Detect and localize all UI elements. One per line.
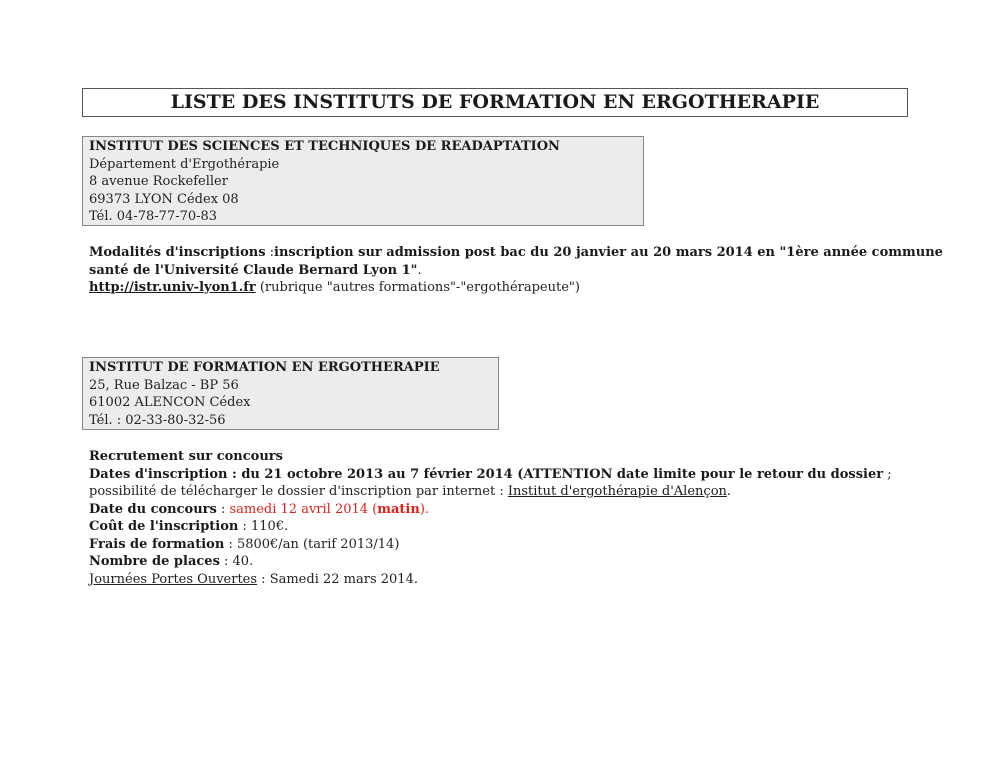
institute-name: INSTITUT DES SCIENCES ET TECHNIQUES DE READAPTATION: [89, 139, 560, 154]
modalites-label: Modalités d'inscriptions: [89, 245, 266, 260]
dates-end: ;: [883, 466, 892, 482]
institute-city: 69373 LYON Cédex 08: [89, 191, 239, 207]
modalites-text-2-end: .: [417, 262, 422, 278]
institute-box-alencon: [82, 357, 499, 430]
institute-phone: Tél. 04-78-77-70-83: [89, 209, 218, 224]
jpo-label: Journées Portes Ouvertes: [89, 571, 258, 587]
institute-city: 61002 ALENCON Cédex: [89, 395, 251, 410]
alencon-link[interactable]: Institut d'ergothérapie d'Alençon: [507, 484, 727, 499]
date-value: samedi 12 avril 2014 (: [229, 501, 378, 517]
institute-department: Département d'Ergothérapie: [89, 156, 280, 172]
dates-label: Dates d'inscription: [89, 466, 228, 482]
date-sep: :: [216, 501, 230, 517]
istr-link[interactable]: http://istr.univ-lyon1.fr: [89, 280, 256, 295]
modalites-section: [89, 244, 943, 297]
institute-address: 8 avenue Rockefeller: [89, 174, 228, 189]
cost-label: Coût de l'inscription: [89, 519, 239, 534]
jpo-value: : Samedi 22 mars 2014.: [257, 571, 418, 587]
fees-label: Frais de formation: [89, 536, 225, 552]
fees-value: : 5800€/an (tarif 2013/14): [224, 536, 400, 552]
title-box: [82, 88, 908, 117]
concours-section: [89, 448, 909, 588]
modalites-sep: :: [265, 245, 275, 260]
link-note: (rubrique "autres formations"-"ergothérapeute"): [255, 280, 580, 295]
cost-value: : 110€.: [238, 519, 289, 534]
date-close: ).: [419, 501, 430, 517]
download-end: .: [726, 484, 732, 499]
concours-heading: Recrutement sur concours: [89, 449, 283, 464]
places-value: : 40.: [219, 554, 254, 569]
page-title: LISTE DES INSTITUTS DE FORMATION EN ERGOTHERAPIE: [170, 90, 820, 113]
institute-name: INSTITUT DE FORMATION EN ERGOTHERAPIE: [89, 360, 440, 375]
places-label: Nombre de places: [89, 554, 220, 569]
date-label: Date du concours: [89, 501, 217, 517]
institute-phone: Tél. : 02-33-80-32-56: [89, 412, 226, 428]
institute-box-lyon: [82, 136, 644, 226]
institute-address: 25, Rue Balzac - BP 56: [89, 377, 239, 393]
dates-value: : du 21 octobre 2013 au 7 février 2014 (ATTENTION date limite pour le retour du dossier: [227, 466, 884, 482]
date-matin: matin: [377, 501, 420, 517]
download-text: possibilité de télécharger le dossier d'inscription par internet :: [89, 484, 508, 499]
modalites-text-2: santé de l'Université Claude Bernard Lyon 1": [89, 262, 418, 278]
modalites-text-1: inscription sur admission post bac du 20 janvier au 20 mars 2014 en "1ère année commune: [274, 245, 943, 260]
